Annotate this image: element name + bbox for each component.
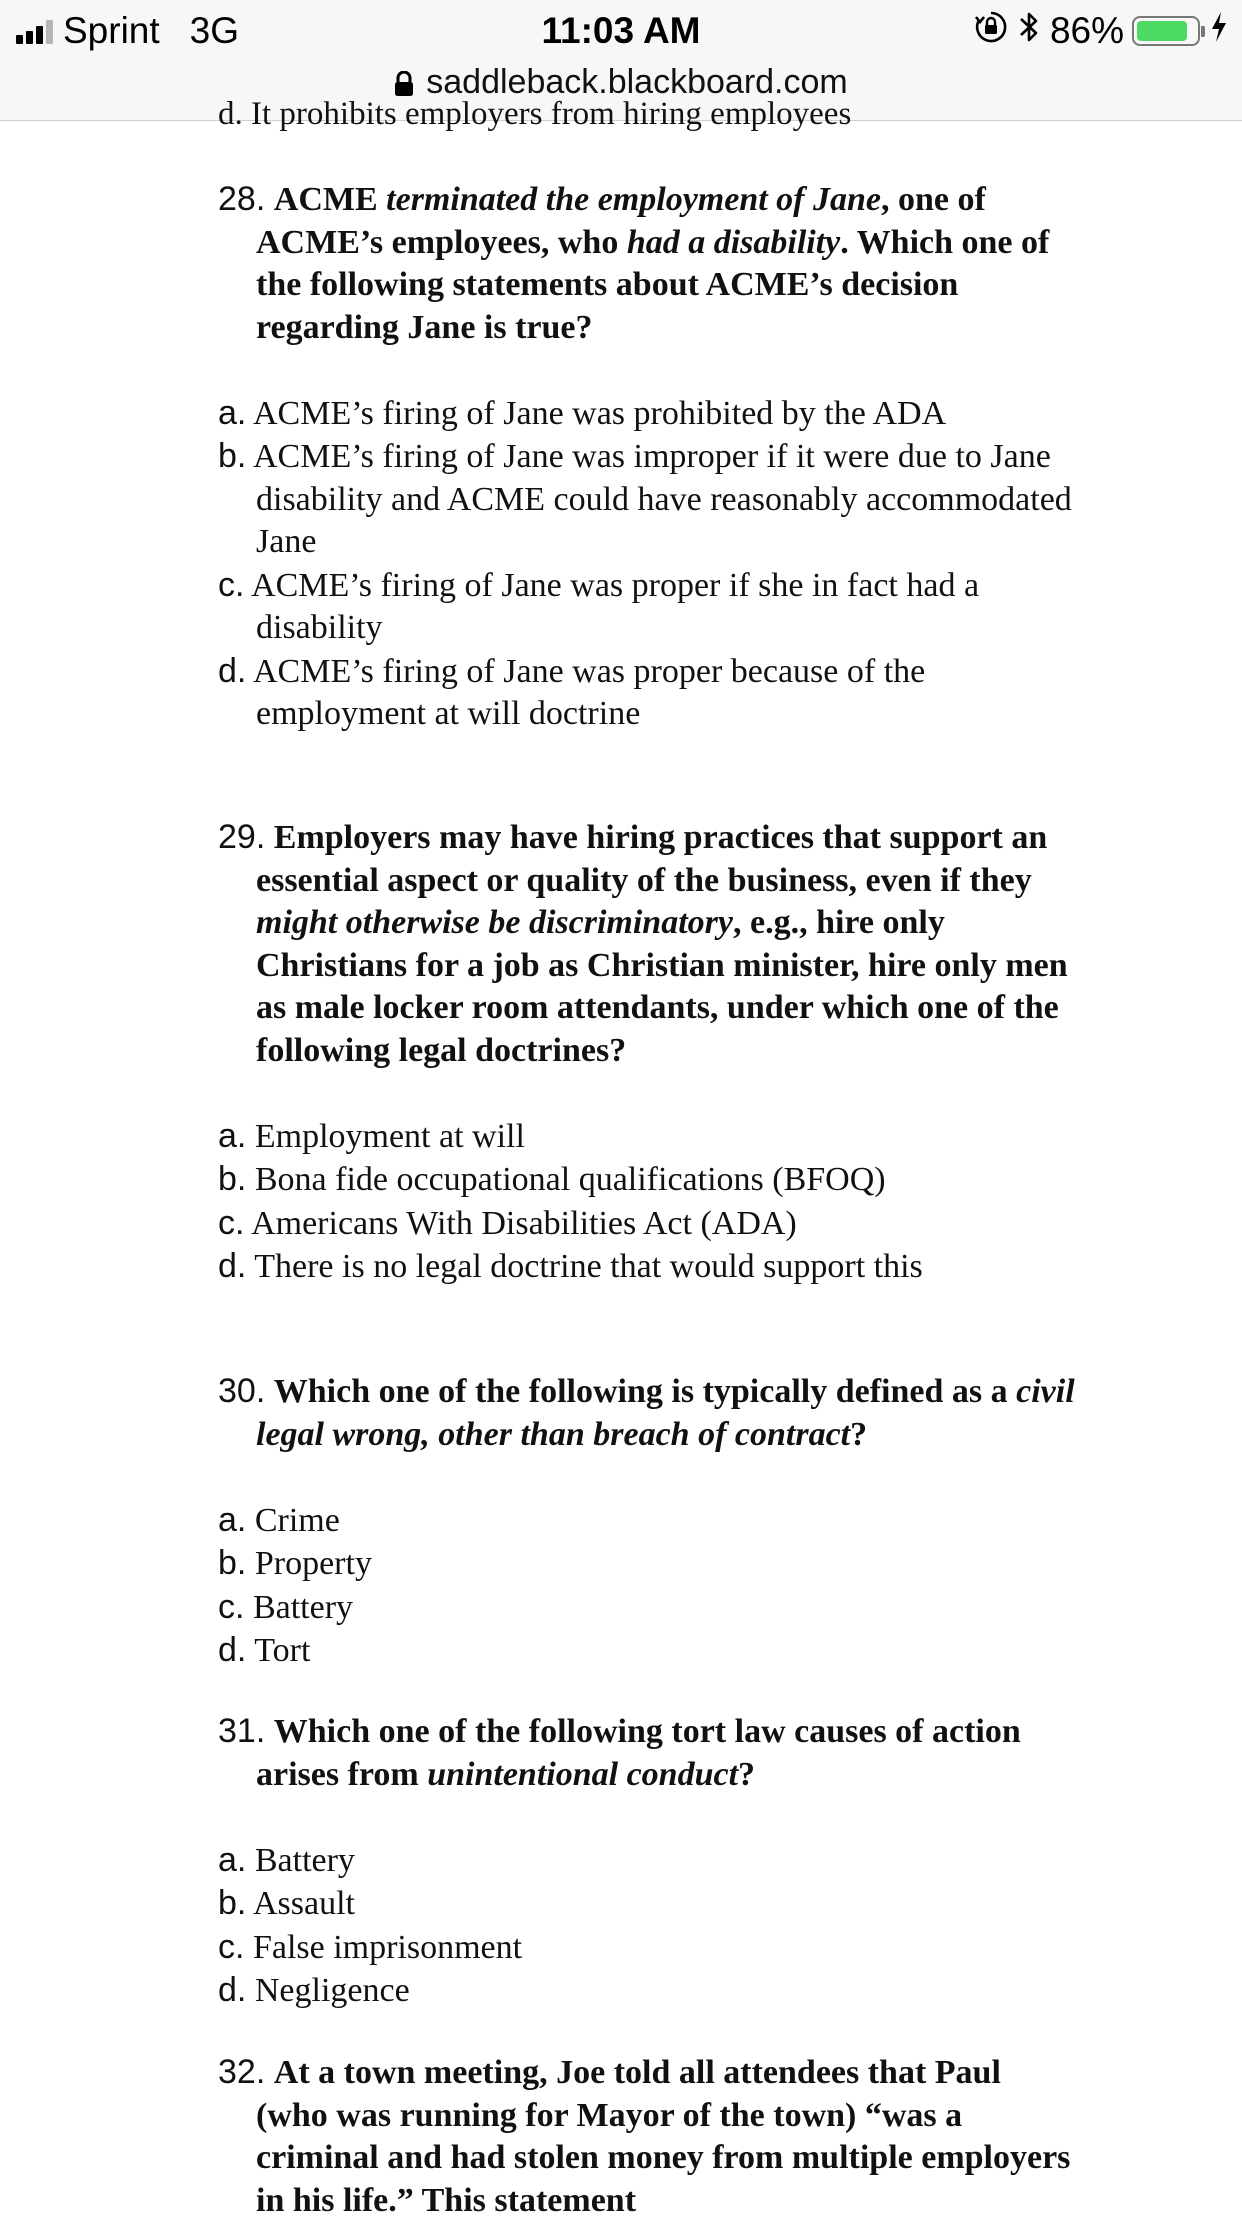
option-letter: a.	[218, 1116, 247, 1155]
status-time: 11:03 AM	[541, 10, 701, 51]
option-text: Battery	[252, 1588, 354, 1626]
option-letter: c.	[218, 1587, 245, 1626]
question-30	[218, 1370, 1078, 1673]
stem-segment: ACME	[273, 181, 387, 218]
answer-option	[218, 1202, 1078, 1246]
question-number: 32.	[218, 2053, 266, 2091]
option-text: Americans With Disabilities Act (ADA)	[251, 1204, 797, 1242]
option-letter: a.	[218, 393, 247, 432]
question-stem	[256, 1713, 1021, 1793]
option-letter: d.	[218, 1971, 247, 2009]
answer-options	[218, 1115, 1078, 1289]
answer-option	[218, 1926, 1078, 1970]
option-letter: c.	[218, 1927, 245, 1966]
answer-option	[218, 1499, 1078, 1543]
answer-option	[218, 650, 1078, 736]
option-text: There is no legal doctrine that would support this	[254, 1248, 923, 1285]
battery-level-fill	[1137, 21, 1187, 41]
question-number: 29.	[218, 818, 266, 856]
question-32	[218, 2051, 1078, 2222]
option-text: ACME’s firing of Jane was improper if it were due to Jane disability and ACME could have reasonably accommodated Jane	[252, 438, 1072, 560]
battery-percent: 86%	[1049, 10, 1124, 51]
option-text: ACME’s firing of Jane was proper because of the employment at will doctrine	[252, 652, 926, 732]
option-text: Bona fide occupational qualifications (BFOQ)	[254, 1161, 886, 1198]
stem-emphasis: terminated the employment of Jane	[386, 181, 881, 218]
option-letter: b.	[218, 1544, 247, 1582]
url-text: saddleback.blackboard.com	[426, 63, 848, 101]
option-letter: a.	[218, 1500, 247, 1539]
option-letter: b.	[218, 1160, 247, 1198]
option-letter: a.	[218, 1840, 247, 1879]
question-number: 30.	[218, 1372, 266, 1410]
answer-option	[218, 1586, 1078, 1630]
answer-option	[218, 564, 1078, 650]
question-stem	[256, 2054, 1070, 2219]
question-stem	[256, 1373, 1075, 1453]
stem-segment: , one of ACME’s employees, who	[256, 181, 986, 261]
answer-option	[218, 1882, 1078, 1926]
orientation-lock-icon	[974, 10, 1008, 53]
option-text: ACME’s firing of Jane was proper if she in fact had a disability	[251, 566, 980, 646]
option-letter: c.	[218, 1203, 245, 1242]
question-31	[218, 1710, 1078, 2013]
question-stem	[256, 181, 1049, 346]
option-text: Battery	[254, 1841, 355, 1879]
option-letter: c.	[218, 565, 245, 604]
answer-option	[218, 392, 1078, 436]
answer-option	[218, 1245, 1078, 1289]
question-text	[218, 2051, 1078, 2222]
option-letter: d.	[218, 1247, 247, 1285]
charging-bolt-icon	[1210, 10, 1228, 52]
option-letter: b.	[218, 437, 247, 475]
network-type: 3G	[189, 10, 240, 51]
question-text	[218, 816, 1078, 1072]
option-letter: d.	[218, 1631, 247, 1669]
option-text: ACME’s firing of Jane was prohibited by the ADA	[252, 394, 947, 432]
question-number: 28.	[218, 180, 266, 218]
stem-segment: At a town meeting, Joe told all attendees that Paul (who was running for Mayor of the town) “was a criminal and had stolen money from multiple employers in his life.” This statement	[256, 2054, 1071, 2219]
option-letter: d.	[218, 651, 247, 690]
answer-option	[218, 1158, 1078, 1202]
answer-options	[218, 1839, 1078, 2013]
stem-emphasis: might otherwise be discriminatory	[256, 904, 733, 941]
status-right	[974, 10, 1228, 52]
stem-segment: Employers may have hiring practices that support an essential aspect or quality of the business, even if they	[256, 819, 1048, 899]
stem-emphasis: unintentional conduct	[427, 1755, 739, 1793]
stem-emphasis: civil legal wrong, other than breach of contract	[256, 1373, 1075, 1453]
answer-option	[218, 1115, 1078, 1159]
stem-segment: . Which one of the following statements about ACME’s decision regarding Jane is true?	[256, 223, 1050, 346]
question-text	[218, 1710, 1078, 1796]
option-text: Crime	[254, 1501, 340, 1539]
question-29	[218, 816, 1078, 1289]
answer-option	[218, 1542, 1078, 1586]
question-text	[218, 178, 1078, 349]
option-text: Tort	[254, 1632, 311, 1669]
answer-option	[218, 1969, 1078, 2013]
answer-options	[218, 1499, 1078, 1673]
stem-segment: ?	[738, 1755, 756, 1793]
stem-segment: Which one of the following tort law causes of action arises from	[256, 1713, 1021, 1793]
question-28	[218, 178, 1078, 736]
option-text: Employment at will	[254, 1117, 525, 1155]
stem-segment: ?	[850, 1415, 868, 1453]
option-text: Property	[254, 1545, 372, 1582]
question-stem	[256, 819, 1068, 1069]
option-text: False imprisonment	[252, 1928, 523, 1966]
option-letter: b.	[218, 1884, 247, 1922]
answer-option	[218, 1839, 1078, 1883]
partial-option-line: d. It prohibits employers from hiring employees	[218, 96, 852, 132]
battery-icon	[1132, 16, 1200, 46]
answer-option	[218, 1629, 1078, 1673]
stem-emphasis: had a disability	[626, 223, 841, 261]
answer-options	[218, 392, 1078, 736]
stem-segment: Which one of the following is typically defined as a	[273, 1373, 1017, 1410]
question-number: 31.	[218, 1712, 266, 1750]
option-text: Negligence	[254, 1972, 410, 2009]
question-text	[218, 1370, 1078, 1456]
answer-option	[218, 435, 1078, 564]
stem-segment: , e.g., hire only Christians for a job as Christian minister, hire only men as male locker room attendants, under which one of the following legal doctrines?	[256, 904, 1068, 1069]
carrier-name: Sprint	[63, 10, 160, 51]
bluetooth-icon	[1018, 10, 1040, 53]
option-text: Assault	[252, 1885, 355, 1922]
